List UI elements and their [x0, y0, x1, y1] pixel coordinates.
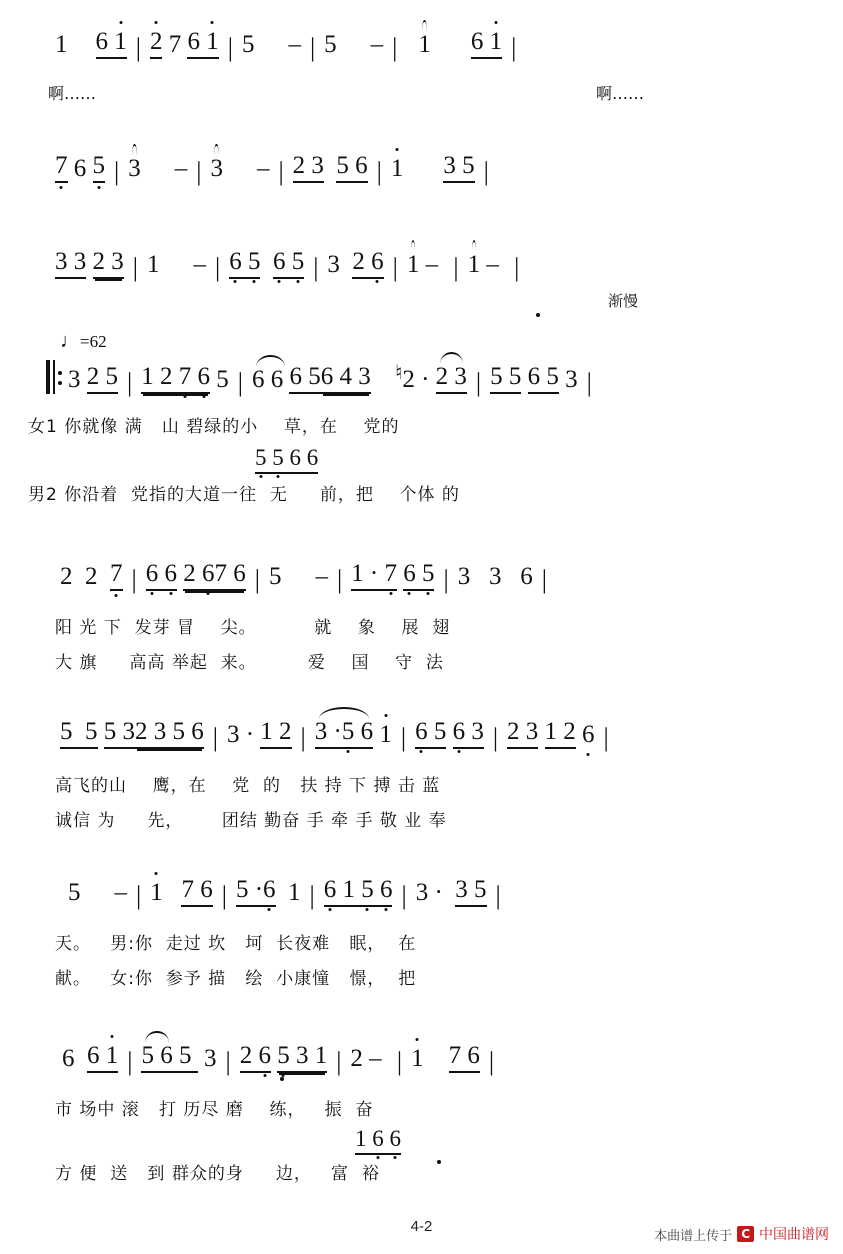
dash: – [114, 879, 127, 906]
barline: | [392, 252, 398, 282]
barline: | [488, 1046, 495, 1076]
barline: | [392, 32, 398, 62]
barline: | [401, 880, 407, 910]
barline: | [603, 722, 609, 752]
annotation-slow-down: 渐慢 [608, 292, 639, 310]
note-group: 6 1 [187, 28, 218, 59]
note-group: 6 3 [453, 718, 484, 749]
barline: | [483, 156, 489, 186]
note-group: 1 2 [545, 718, 576, 749]
music-system-8: 6 6 1 | 5 6 5 3 | 2 6 5 3 1 | 2 – | 1 7 6 | 市 场中 滚 打 历尽 磨 练， 振 奋 1 6 6 方 便 送 到 群众的身 边， 富 裕 [0, 1042, 843, 1184]
tempo-value: =62 [80, 332, 107, 351]
barline: | [131, 564, 137, 594]
note-group: 6 5 [289, 363, 320, 394]
note-group: 5 [173, 1042, 198, 1073]
note: 3 [415, 879, 429, 906]
note-group: 6 1 [87, 1042, 118, 1073]
dash: – [370, 31, 384, 58]
site-logo-icon: C [737, 1226, 754, 1242]
music-system-3: 3 3 2 3 | 1 – | 6 5 6 5 | 3 2 6 | 1 – | 1 – | 渐慢 [0, 248, 843, 279]
note: 1 [150, 879, 163, 906]
note: 1 [55, 31, 68, 58]
barline: | [586, 367, 592, 397]
footer-credit [654, 1224, 829, 1244]
music-system-2: 7 6 5 | 3 – | 3 – | 2 3 5 6 | 1 3 5 | [0, 152, 843, 183]
barline [371, 371, 396, 394]
note: 3 [327, 251, 340, 278]
note-group: 7 6 [181, 876, 212, 907]
barline: | [453, 252, 459, 282]
lyric-male-line: 献。 女:你 参予 描 绘 小康憧 憬， 把 [55, 969, 417, 989]
barline: | [396, 1046, 403, 1076]
barline: | [309, 32, 316, 62]
lyric-male-line: 诚信 为 先， 团结 勤奋 手 牵 手 敬 业 奉 [55, 811, 447, 831]
note: 7 [55, 152, 68, 183]
barline: | [492, 722, 499, 752]
repeat-start-icon [46, 360, 62, 394]
note-group: 1 · 7 [351, 560, 397, 591]
dash: – [256, 155, 270, 182]
barline: | [227, 32, 233, 62]
barline: | [214, 252, 221, 282]
dash: – [193, 251, 206, 278]
note-group: 2 67 6 [183, 560, 246, 591]
note-group: 5 6 [336, 152, 367, 183]
barline: | [443, 564, 449, 594]
note: 7 [110, 560, 123, 591]
note-group: 1 2 7 6 [141, 363, 210, 394]
note-group: 6 1 [324, 876, 355, 907]
quarter-note-icon: ♩ [60, 330, 80, 352]
lyric-male-line: 大 旗 高高 举起 来。 爱 国 守 法 [55, 653, 444, 673]
note-group: 5 ·6 [236, 876, 276, 907]
lyric-male-line: 方 便 送 到 群众的身 边， 富 裕 [55, 1164, 380, 1184]
note: 1 [467, 251, 481, 278]
barline: | [400, 722, 407, 752]
barline: | [511, 32, 517, 62]
dash: – [174, 155, 188, 182]
dash: – [315, 563, 328, 590]
note: 3 [210, 155, 223, 182]
note: 6 [520, 563, 533, 590]
lyric-male-line: 男2 你沿着 党指的大道一往 无 前，把 个体 的 [28, 485, 460, 505]
note: 2 [350, 1045, 363, 1072]
lyric-female-line: 天。 男:你 走过 坎 坷 长夜难 眠， 在 [55, 934, 417, 954]
note: 3 [68, 366, 81, 393]
note-group: 2 3 [293, 152, 324, 183]
note-group: 6 5 [528, 363, 559, 394]
barline: | [136, 880, 142, 910]
note: 1 [418, 31, 431, 58]
note-group: 2 3 5 6 [135, 718, 204, 749]
lyric-female-line: 市 场中 滚 打 历尽 磨 练， 振 奋 [55, 1100, 374, 1120]
note: 2 [150, 28, 163, 59]
note: 3 [226, 721, 240, 748]
barline: | [313, 252, 319, 282]
note-group: 3 3 [55, 248, 86, 279]
note-group: 6 6 [251, 366, 290, 393]
lyric-female-line: 阳 光 下 发芽 冒 尖。 就 象 展 翅 [55, 618, 451, 638]
note-group: 3 ·5 6 [315, 718, 373, 749]
site-name: 中国曲谱网 [759, 1227, 829, 1243]
note-group: 3 5 [443, 152, 474, 183]
barline: | [495, 880, 501, 910]
note: 5 [68, 879, 81, 906]
note-group: 6 5 [415, 718, 446, 749]
note: 5 [241, 31, 255, 58]
barline: | [127, 1046, 133, 1076]
note-group: 3 5 [455, 876, 486, 907]
barline: | [336, 1046, 342, 1076]
note: 6 [62, 1045, 75, 1072]
note: 1 [146, 251, 160, 278]
lyric-text: 啊…… [596, 84, 645, 103]
dash: – [288, 31, 301, 58]
lyric-female-line: 女1 你就像 满 山 碧绿的小 草，在 党的 [28, 417, 400, 437]
barline: | [114, 156, 120, 186]
note-group: 5 3 [104, 718, 135, 749]
barline: | [514, 252, 520, 282]
barline: | [212, 722, 218, 752]
barline: | [127, 367, 133, 397]
barline: | [237, 367, 243, 397]
note-group: 2 3 [436, 363, 467, 394]
note: 1 [390, 155, 404, 182]
barline: | [376, 156, 382, 186]
barline: | [135, 32, 141, 62]
barline: | [225, 1046, 231, 1076]
note: 5 [268, 563, 282, 590]
music-system-7: 5 – | 1 7 6 | 5 ·6 1 | 6 1 5 6 | 3 · 3 5 | 天。 男:你 走过 坎 坷 长夜难 眠， 在 献。 女:你 参予 描 绘 小康憧 憬， 把 [0, 876, 843, 989]
barline: | [336, 564, 343, 594]
music-system-5: 2 2 7 | 6 6 2 67 6 | 5 – | 1 · 7 6 5 | 3 3 6 | 阳 光 下 发芽 冒 尖。 就 象 展 翅 大 旗 高高 举起 来。 爱 国 守 法 [0, 560, 843, 673]
note: 5 [324, 31, 337, 58]
music-system-1: 1 6 1 | 2 7 6 1 | 5 – | 5 – | 1 6 1 | 啊…… 啊…… [48, 28, 645, 103]
ossia-notes: 5 5 6 6 [255, 445, 318, 474]
note-group: 5 3 1 [277, 1042, 327, 1073]
barline: | [278, 156, 284, 186]
music-system-6: 5 5 5 3 2 3 5 6 | 3 · 1 2 | 3 ·5 6 1 | 6 5 6 3 | 2 3 1 2 6 | 高飞的山 鹰，在 党 的 扶 持 下 搏 击 蓝 诚信 为 先， 团结 勤奋 手 牵 手 敬 业 奉 [0, 718, 843, 831]
note-group: 5 6 [141, 1042, 172, 1073]
lyric-female-line: 高飞的山 鹰，在 党 的 扶 持 下 搏 击 蓝 [55, 776, 441, 796]
note-group: 6 6 [146, 560, 177, 591]
dot-mark [536, 313, 540, 317]
ossia-notes: 1 6 6 [355, 1126, 401, 1155]
barline: | [541, 564, 547, 594]
note-group: 6 5 [229, 248, 260, 279]
note-group: 2 5 [87, 363, 118, 394]
note-group: 6 4 3 [321, 363, 371, 394]
tempo-marking [60, 330, 107, 353]
note-group: 2 6 [352, 248, 383, 279]
note-group: 6 1 [96, 28, 127, 59]
barline: | [300, 722, 306, 752]
note: 2 [402, 366, 415, 393]
note: 1 [411, 1045, 424, 1072]
note-group: 2 3 [507, 718, 538, 749]
note: 3 [128, 155, 141, 182]
barline: | [221, 880, 227, 910]
barline: | [132, 252, 138, 282]
note-group: 1 2 [260, 718, 291, 749]
note-group: 5 5 [490, 363, 521, 394]
note-group: 6 1 [471, 28, 502, 59]
music-system-4: 3 2 5 | 1 2 7 6 5 | 6 6 6 5 6 4 3 ♮ 2 · 2 3 | 5 5 6 5 3 | 女1 你就像 满 山 碧绿的小 草，在 党的 5 5 6 6 男2 你沿着 党指的大道一往 无 前，把 个体 的 [0, 360, 843, 505]
note-group: 6 5 [403, 560, 434, 591]
note: 3 [457, 563, 471, 590]
note-group: 2 3 [93, 248, 124, 279]
page-number: 4-2 [410, 1218, 433, 1235]
note-group: 6 5 [273, 248, 304, 279]
note: 5 [93, 152, 106, 183]
barline: | [309, 880, 315, 910]
note-group: 2 6 [240, 1042, 271, 1073]
dot-mark [437, 1160, 441, 1164]
lyric-text: 啊…… [48, 84, 97, 103]
natural-sign-icon: ♮ [395, 360, 403, 384]
note: 2 [60, 563, 73, 590]
barline: | [254, 564, 260, 594]
note-group: 7 6 [449, 1042, 480, 1073]
note-group: 5 6 [355, 876, 393, 907]
note-group: 5 5 [60, 718, 98, 749]
note: 1 [406, 251, 420, 278]
note: 1 [379, 721, 392, 748]
barline: | [196, 156, 202, 186]
footer-text: 本曲谱上传于 [654, 1228, 733, 1244]
dot-mark [280, 1077, 284, 1081]
barline: | [475, 367, 482, 397]
